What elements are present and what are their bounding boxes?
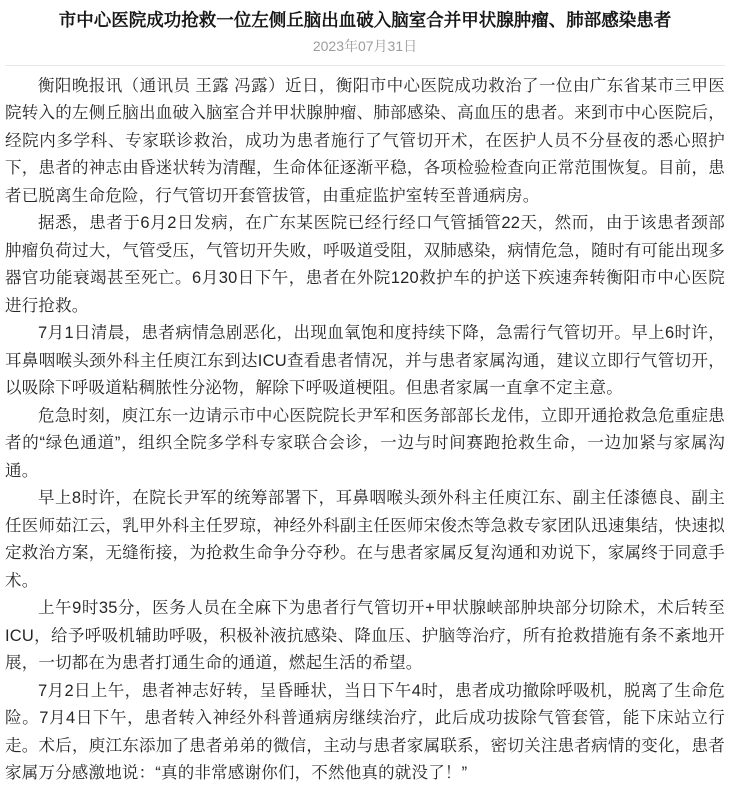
article-paragraph: 危急时刻，庾江东一边请示市中心医院院长尹军和医务部部长龙伟，立即开通抢救急危重症患者的“绿色通道”，组织全院多学科专家联合会诊，一边与时间赛跑抢救生命，一边加紧与家属沟通。 (5, 406, 725, 480)
article-paragraph: 据悉，患者于6月2日发病，在广东某医院已经行经口气管插管22天，然而，由于该患者颈部肿瘤负荷过大，气管受压，气管切开失败，呼吸道受阻，双肺感染，病情危急，随时有可能出现多器官功能衰竭甚至死亡。6月30日下午，患者在外院120救护车的护送下疾速奔转衡阳市中心医院进行抢救。 (5, 214, 725, 315)
article-date: 2023年07月31日 (312, 37, 418, 54)
article-paragraph: 衡阳晚报讯（通讯员 王露 冯露）近日，衡阳市中心医院成功救治了一位由广东省某市三甲医院转入的左侧丘脑出血破入脑室合并甲状腺肿瘤、肺部感染、高血压的患者。来到市中心医院后，经院内多学科、专家联诊救治，成功为患者施行了气管切开术，在医护人员不分昼夜的悉心照护下，患者的神志由昏迷状转为清醒，生命体征逐渐平稳，各项检验检查向正常范围恢复。目前，患者已脱离生命危险，行气管切开套管拔管，由重症监护室转至普通病房。 (5, 76, 725, 205)
article-paragraph: 早上8时许，在院长尹军的统筹部署下，耳鼻咽喉头颈外科主任庾江东、副主任漆德良、副主任医师茹江云，乳甲外科主任罗琼，神经外科副主任医师宋俊杰等急救专家团队迅速集结，快速拟定救治方案，无缝衔接，为抢救生命争分夺秒。在与患者家属反复沟通和劝说下，家属终于同意手术。 (5, 489, 725, 590)
divider (5, 65, 725, 66)
article-title: 市中心医院成功抢救一位左侧丘脑出血破入脑室合并甲状腺肿瘤、肺部感染患者 (58, 10, 672, 30)
article-body (5, 73, 725, 788)
article-paragraph: 上午9时35分，医务人员在全麻下为患者行气管切开+甲状腺峡部肿块部分切除术，术后转至ICU，给予呼吸机辅助呼吸，积极补液抗感染、降血压、护脑等治疗，所有抢救措施有条不紊地开展，一切都在为患者打通生命的通道，燃起生活的希望。 (5, 599, 725, 673)
article-paragraph: 7月2日上午，患者神志好转，呈昏睡状，当日下午4时，患者成功撤除呼吸机，脱离了生命危险。7月4日下午，患者转入神经外科普通病房继续治疗，此后成功拔除气管套管，能下床站立行走。术后，庾江东添加了患者弟弟的微信，主动与患者家属联系，密切关注患者病情的变化，患者家属万分感激地说：“真的非常感谢你们，不然他真的就没了！” (5, 681, 725, 783)
article-paragraph: 7月1日清晨，患者病情急剧恶化，出现血氧饱和度持续下降，急需行气管切开。早上6时许，耳鼻咽喉头颈外科主任庾江东到达ICU查看患者情况，并与患者家属沟通，建议立即行气管切开，以吸除下呼吸道粘稠脓性分泌物，解除下呼吸道梗阻。但患者家属一直拿不定主意。 (5, 324, 725, 398)
